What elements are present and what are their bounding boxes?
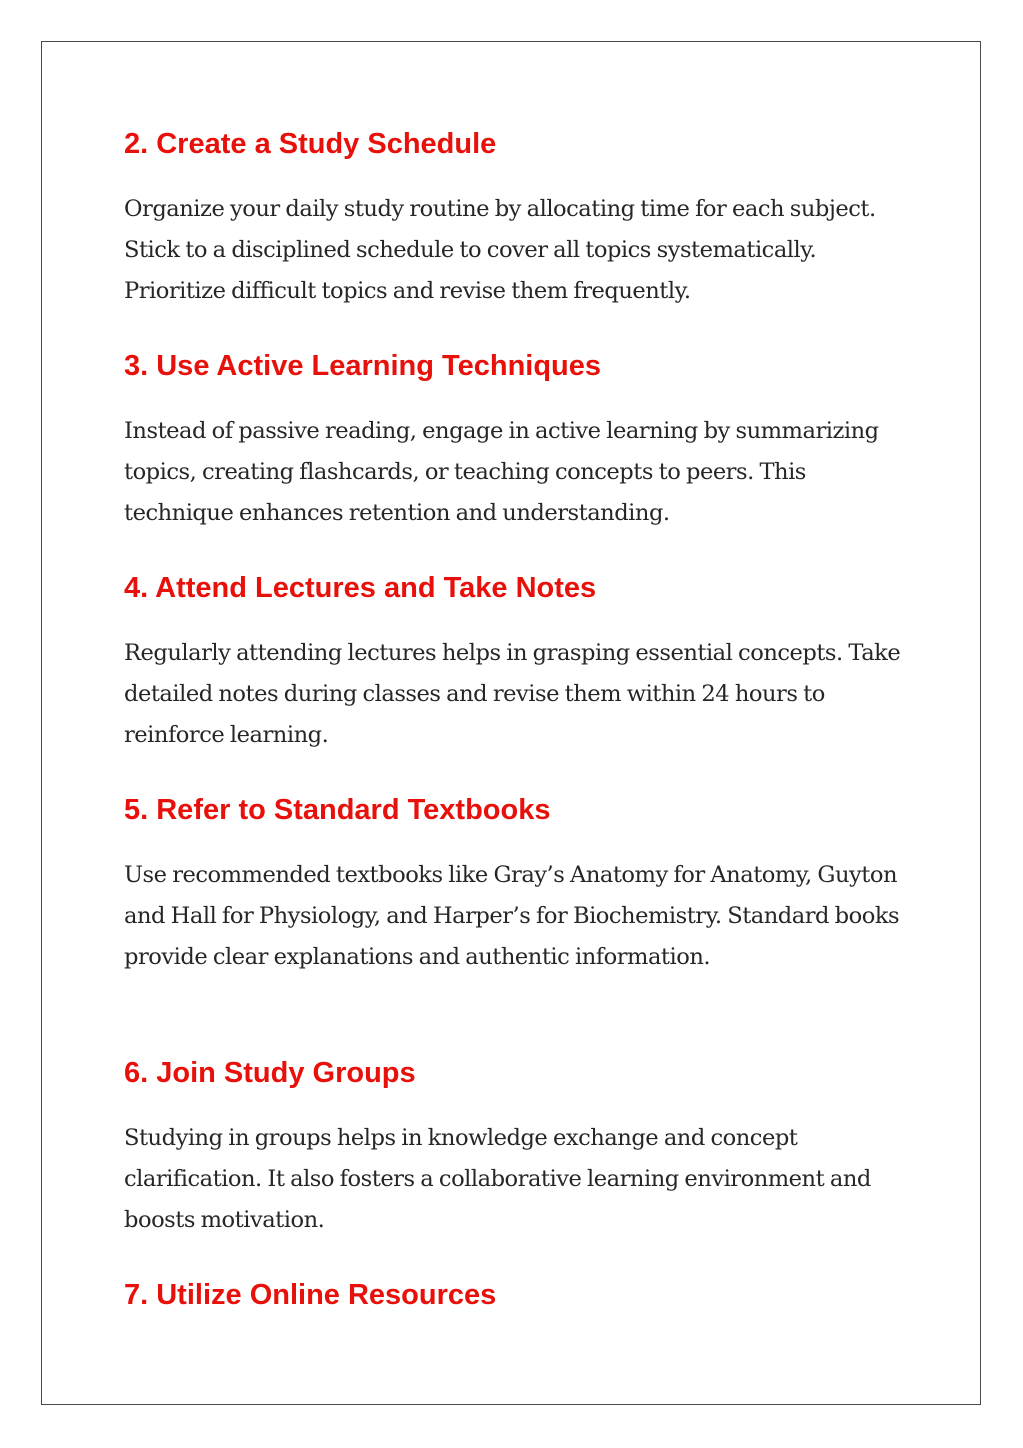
section-heading-study-groups: 6. Join Study Groups (124, 1057, 416, 1089)
section-heading-active-learning: 3. Use Active Learning Techniques (124, 350, 602, 382)
section-heading-lectures-notes: 4. Attend Lectures and Take Notes (124, 572, 597, 604)
section-heading-study-schedule: 2. Create a Study Schedule (124, 128, 497, 160)
section-heading-standard-textbooks: 5. Refer to Standard Textbooks (124, 794, 551, 826)
section-body-study-groups: Studying in groups helps in knowledge exchange and concept clarification. It also fosters a collaborative learning environment and boosts motivation. (124, 1125, 871, 1233)
section-body-standard-textbooks: Use recommended textbooks like Gray’s Anatomy for Anatomy, Guyton and Hall for Physiology, and Harper’s for Biochemistry. Standard books provide clear explanations and authentic information. (124, 862, 900, 970)
section-body-study-schedule: Organize your daily study routine by allocating time for each subject. Stick to a disciplined schedule to cover all topics systematically. Prioritize difficult topics and revise them frequently. (124, 196, 876, 304)
section-body-lectures-notes: Regularly attending lectures helps in grasping essential concepts. Take detailed notes during classes and revise them within 24 hours to reinforce learning. (124, 640, 901, 748)
section-heading-online-resources: 7. Utilize Online Resources (124, 1279, 497, 1311)
section-body-active-learning: Instead of passive reading, engage in active learning by summarizing topics, creating flashcards, or teaching concepts to peers. This technique enhances retention and understanding. (124, 418, 879, 526)
